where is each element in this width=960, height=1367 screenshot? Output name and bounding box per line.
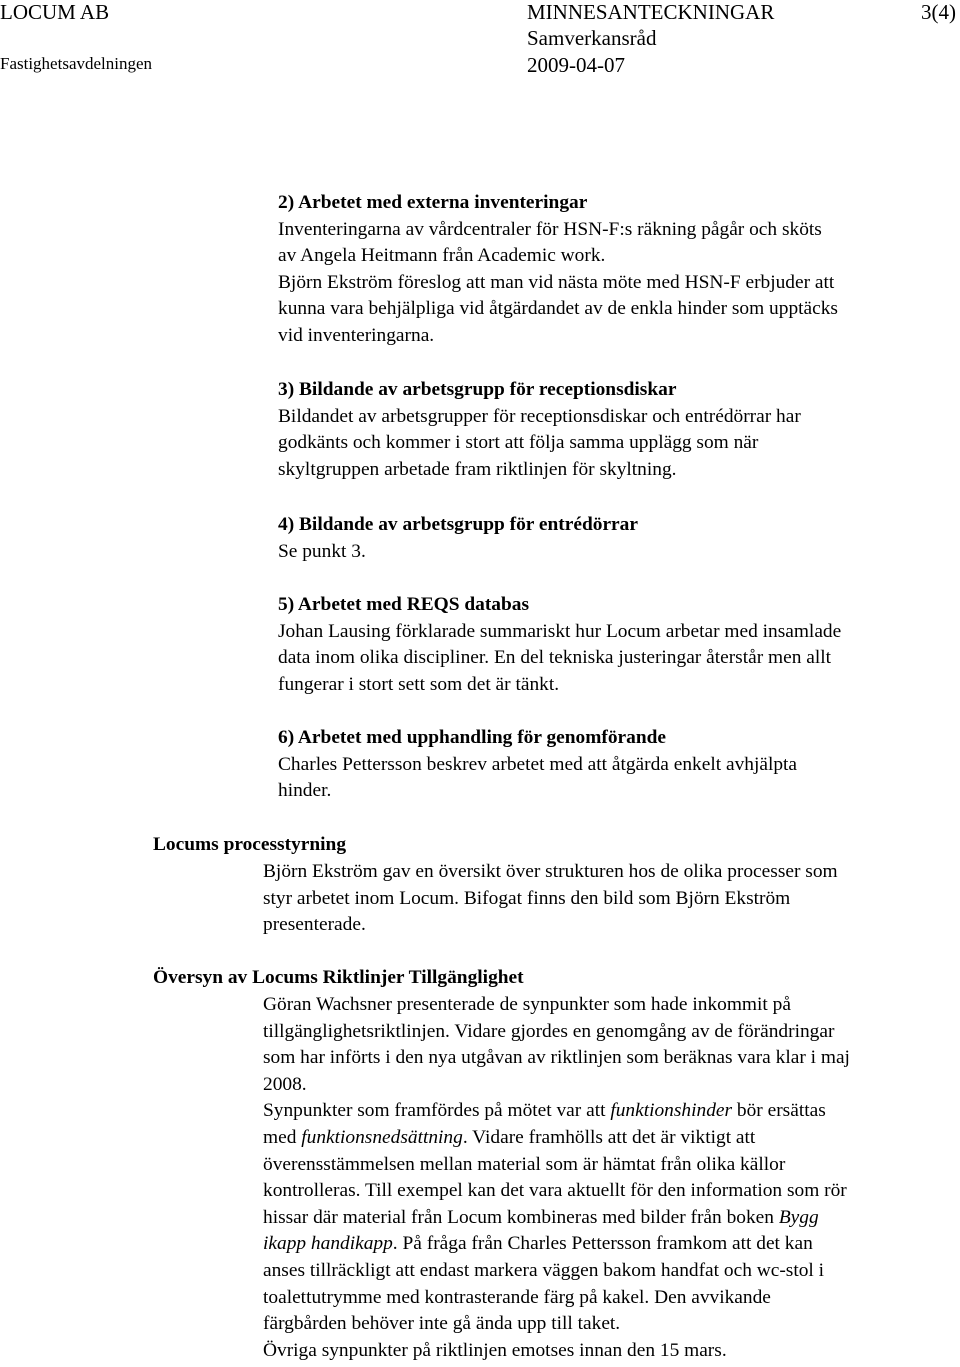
section-2-line: Inventeringarna av vårdcentraler för HSN-F:s räkning pågår och sköts: [278, 218, 822, 240]
section-3-title: 3) Bildande av arbetsgrupp för receptionsdiskar: [278, 379, 677, 400]
section-2-number: 2): [278, 192, 295, 213]
oversyn-line: som har införts i den nya utgåvan av riktlinjen som beräknas vara klar i maj: [263, 1047, 850, 1069]
oversyn-heading: Översyn av Locums Riktlinjer Tillgänglighet: [153, 967, 524, 988]
oversyn-text: . På fråga från Charles Pettersson framkom att det kan: [392, 1233, 813, 1255]
processtyrning-line: Björn Ekström gav en översikt över strukturen hos de olika processer som: [263, 861, 838, 882]
oversyn-line: Göran Wachsner presenterade de synpunkter som hade inkommit på: [263, 994, 791, 1015]
oversyn-text: Synpunkter som framfördes på mötet var att: [263, 1100, 611, 1122]
department-name: Fastighetsavdelningen: [0, 54, 153, 73]
oversyn-emphasis: Bygg: [778, 1206, 819, 1228]
section-6-title: 6) Arbetet med upphandling för genomförande: [278, 727, 667, 748]
section-2-line: Björn Ekström föreslog att man vid nästa möte med HSN-F erbjuder att: [278, 271, 835, 293]
section-2: [278, 190, 958, 350]
section-5-title: 5) Arbetet med REQS databas: [278, 594, 529, 615]
processtyrning-line: styr arbetet inom Locum. Bifogat finns den bild som Björn Ekström: [263, 887, 791, 909]
section-2-line: vid inventeringarna.: [278, 324, 435, 346]
oversyn-text: . Vidare framhölls att det är viktigt att: [462, 1126, 756, 1148]
organization-name: LOCUM AB: [0, 0, 110, 24]
oversyn-line: [263, 1205, 958, 1232]
section-3-line: skyltgruppen arbetade fram riktlinjen för skyltning.: [278, 458, 677, 480]
document-type: MINNESANTECKNINGAR: [527, 0, 775, 24]
oversyn-line: [263, 1125, 958, 1152]
oversyn-line: [263, 1098, 958, 1125]
processtyrning-body: [263, 859, 953, 939]
oversyn-emphasis: funktionshinder: [610, 1100, 733, 1122]
oversyn-emphasis: ikapp handikapp: [263, 1233, 393, 1255]
section-5-line: fungerar i stort sett som det är tänkt.: [278, 673, 560, 695]
oversyn-line: färgbården behöver inte gå ända upp till taket.: [263, 1313, 621, 1335]
section-2-title-text: Arbetet med externa inventeringar: [298, 192, 588, 213]
section-4-title: 4) Bildande av arbetsgrupp för entrédörrar: [278, 514, 638, 535]
oversyn-emphasis: funktionsnedsättning: [301, 1126, 463, 1148]
oversyn-line: toalettutrymme med kontrasterande färg på kakel. Den avvikande: [263, 1286, 771, 1308]
processtyrning-heading: Locums processtyrning: [153, 834, 347, 855]
oversyn-text: hissar där material från Locum kombineras med bilder från boken: [263, 1206, 779, 1228]
section-6: [278, 725, 958, 805]
oversyn-line: överensstämmelsen mellan material som är hämtat från olika källor: [263, 1153, 786, 1175]
section-3-line: godkänts och kommer i stort att följa samma upplägg som när: [278, 432, 759, 454]
section-3-line: Bildandet av arbetsgrupper för receptionsdiskar och entrédörrar har: [278, 405, 801, 427]
oversyn-line: tillgänglighetsriktlinjen. Vidare gjordes en genomgång av de förändringar: [263, 1020, 835, 1042]
section-5: [278, 592, 958, 698]
meeting-date: 2009-04-07: [527, 53, 625, 77]
oversyn-line: [263, 1231, 958, 1258]
section-2-line: kunna vara behjälpliga vid åtgärdandet av de enkla hinder som upptäcks: [278, 298, 838, 320]
meeting-group: Samverkansråd: [527, 26, 657, 50]
section-6-line: Charles Pettersson beskrev arbetet med att åtgärda enkelt avhjälpta: [278, 753, 798, 775]
processtyrning-line: presenterade.: [263, 914, 366, 936]
oversyn-body: [263, 992, 958, 1364]
section-2-title: [278, 190, 958, 217]
section-3: [278, 377, 958, 483]
section-4-line: Se punkt 3.: [278, 540, 366, 562]
page-number: 3(4): [921, 0, 956, 24]
oversyn-line: 2008.: [263, 1073, 307, 1095]
oversyn-line: anses tillräckligt att endast markera väggen bakom handfat och wc-stol i: [263, 1259, 825, 1281]
section-6-line: hinder.: [278, 780, 332, 802]
oversyn-text: bör ersättas: [732, 1100, 826, 1122]
section-4: [278, 512, 958, 565]
section-5-line: Johan Lausing förklarade summariskt hur Locum arbetar med insamlade: [278, 620, 842, 642]
section-5-line: data inom olika discipliner. En del tekniska justeringar återstår men allt: [278, 647, 832, 669]
oversyn-line: Övriga synpunkter på riktlinjen emotses innan den 15 mars.: [263, 1339, 727, 1361]
oversyn-text: med: [263, 1126, 302, 1148]
section-2-line: av Angela Heitmann från Academic work.: [278, 245, 606, 267]
oversyn-line: kontrolleras. Till exempel kan det vara aktuellt för den information som rör: [263, 1180, 847, 1202]
